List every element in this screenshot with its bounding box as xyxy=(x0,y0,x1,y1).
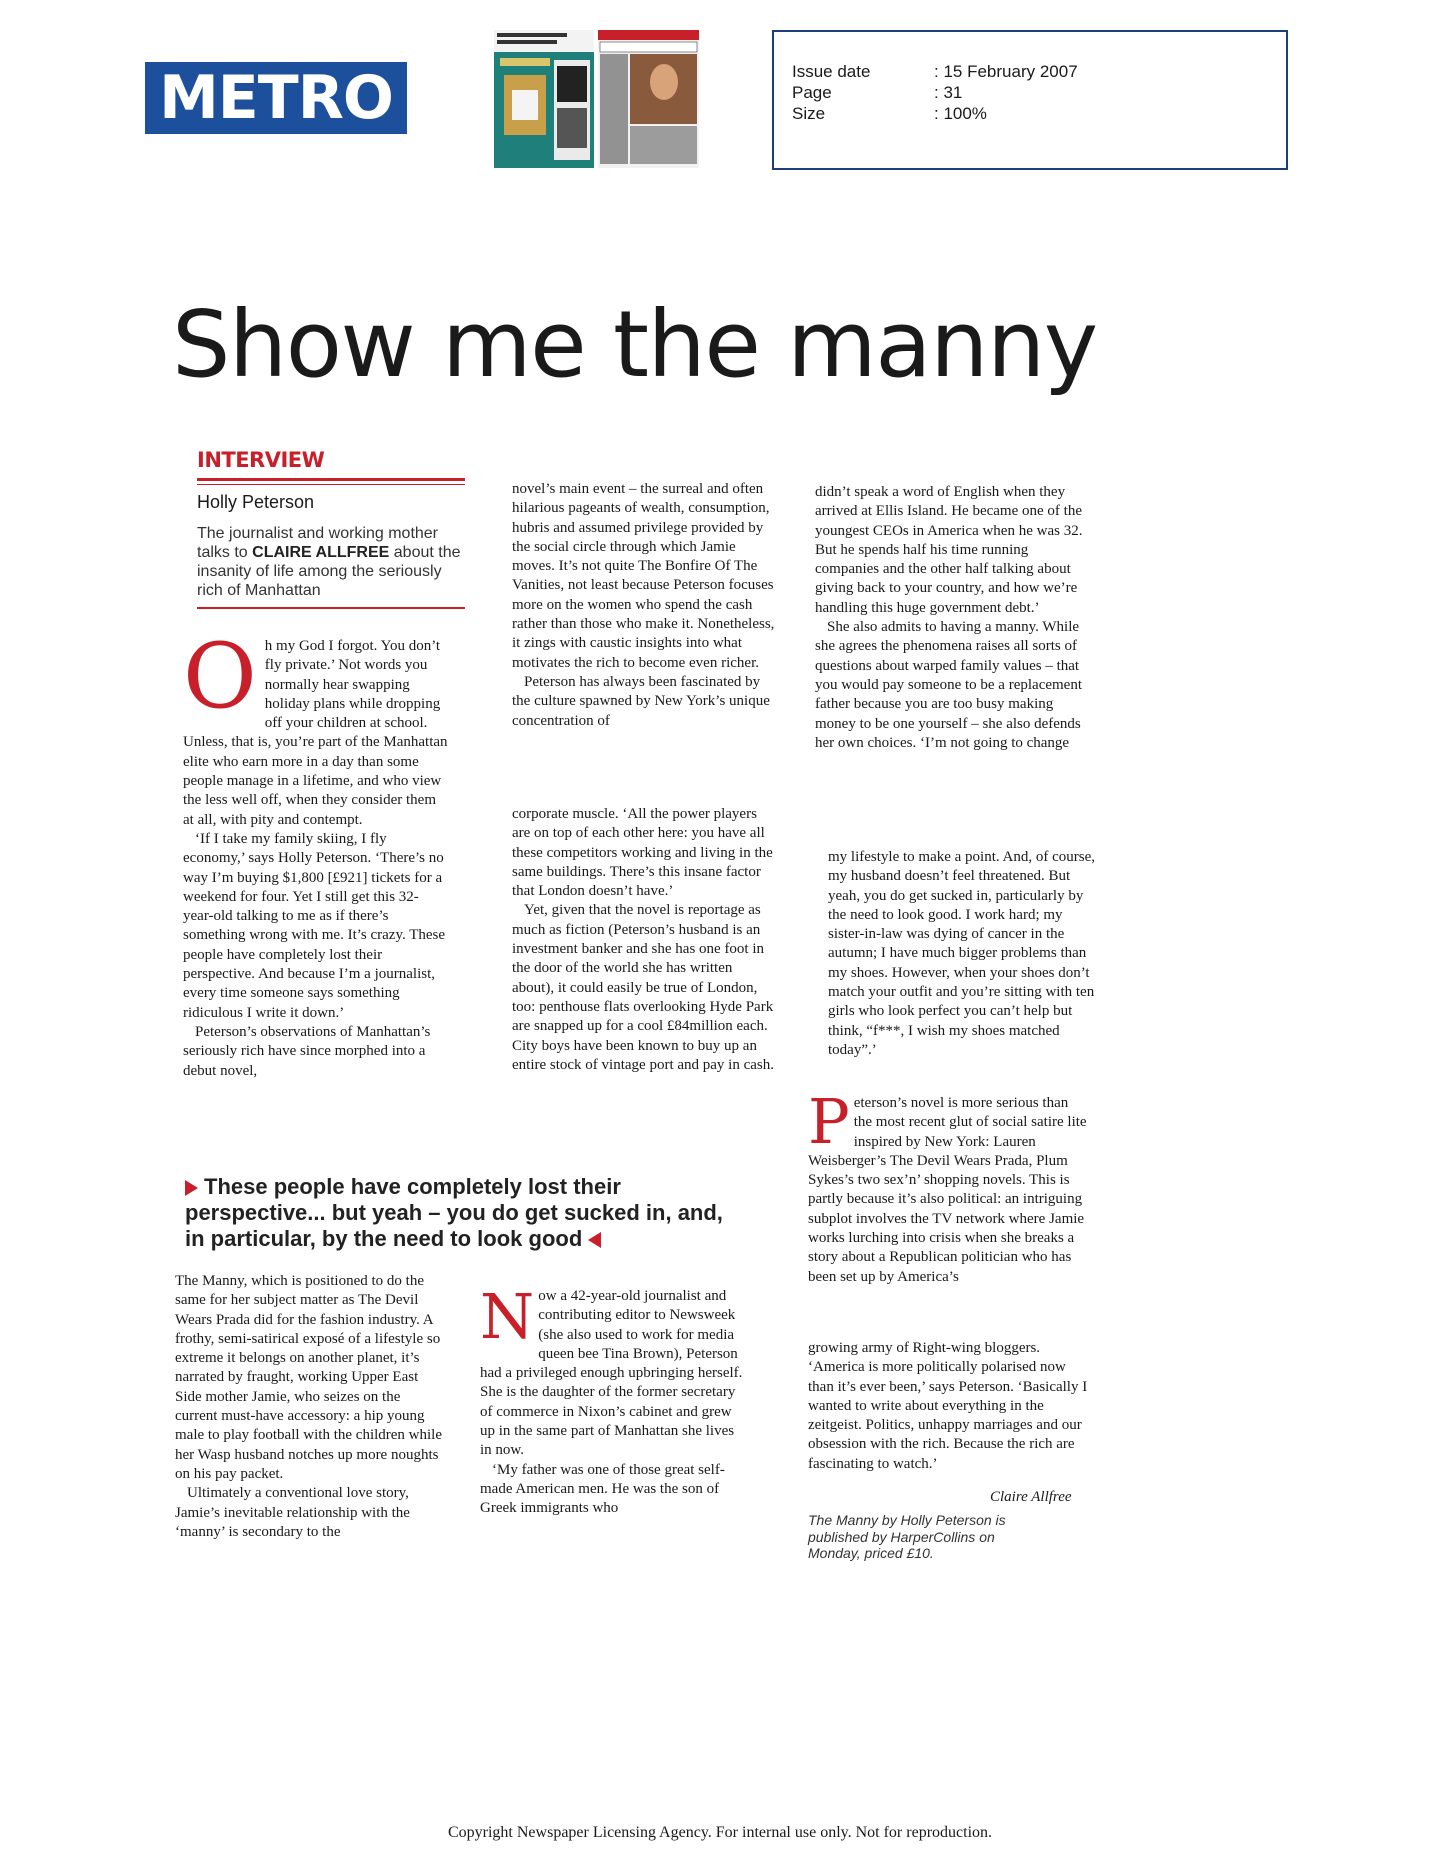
paragraph: h my God I forgot. You don’t fly private.’ Not words you normally hear swapping holiday plans while dropping off your children at school. Unless, that is, you’re part of the Manhattan elite who earn more in a day than some people manage in a lifetime, and who view the less well off, when they consider them at all, with pity and contempt. xyxy=(183,638,448,828)
column-2-top xyxy=(512,480,776,731)
drop-cap: P xyxy=(808,1085,850,1158)
paragraph: Peterson’s observations of Manhattan’s seriously rich have since morphed into a debut novel, xyxy=(183,1023,431,1079)
column-3-drop-section xyxy=(808,1085,1090,1287)
red-rule xyxy=(197,478,465,481)
size-row: Size : 100% xyxy=(792,104,987,123)
paragraph: growing army of Right-wing bloggers. ‘America is more politically polarised now than it’s ever been,’ says Peterson. ‘Basically I wanted to write about everything in the zeitgeist. Politics, unhappy marriages and our obsession with the rich. Because the rich are fascinating to watch.’ xyxy=(808,1340,1088,1472)
paragraph: novel’s main event – the surreal and often hilarious pageants of wealth, consumption, hubris and assumed privilege provided by the social circle through which Jamie moves. It’s not quite The Bonfire Of The Vanities, not least because Peterson focuses more on the women who spend the cash rather than those who make it. Nonetheless, it zings with caustic insights into what motivates the rich to become even richer. xyxy=(512,481,775,671)
paragraph: corporate muscle. ‘All the power players are on top of each other here: you have all these competitors working and living in the same buildings. There’s this insane factor that London doesn’t have.’ xyxy=(512,806,773,900)
red-rule-bottom xyxy=(197,607,465,609)
pull-quote: These people have completely lost their perspective... but yeah – you do get sucked in, and, in particular, by the need to look good xyxy=(185,1174,723,1251)
paragraph: Ultimately a conventional love story, Jamie’s inevitable relationship with the ‘manny’ is secondary to the xyxy=(175,1485,410,1540)
paragraph: ow a 42-year-old journalist and contributing editor to Newsweek (she also used to work for media queen bee Tina Brown), Peterson had a privileged enough upbringing herself. She is the daughter of the former secretary of commerce in Nixon’s cabinet and grew up in the same part of Manhattan she lives in now. xyxy=(480,1288,743,1459)
column-1-bottom xyxy=(175,1272,443,1542)
column-2-middle xyxy=(512,805,776,1075)
column-3-bottom xyxy=(808,1339,1090,1474)
page-row: Page : 31 xyxy=(792,83,963,102)
section-kicker: INTERVIEW xyxy=(197,448,325,472)
metro-logo: METRO xyxy=(145,62,407,134)
byline: Claire Allfree xyxy=(990,1489,1072,1505)
drop-cap: N xyxy=(480,1280,535,1353)
copyright-footer: Copyright Newspaper Licensing Agency. For internal use only. Not for reproduction. xyxy=(447,1824,993,1841)
column-2-bottom xyxy=(480,1280,746,1519)
standfirst: The journalist and working mother talks to CLAIRE ALLFREE about the insanity of life among the seriously rich of Manhattan xyxy=(197,525,461,599)
paragraph: She also admits to having a manny. While she agrees the phenomena raises all sorts of questions about warped family values – that you would pay someone to be a replacement father because you are too busy making money to be one yourself – she also defends her own choices. ‘I’m not going to change xyxy=(815,619,1082,751)
paragraph: ‘My father was one of those great self-made American men. He was the son of Greek immigrants who xyxy=(480,1461,725,1517)
drop-cap: O xyxy=(183,624,257,729)
triangle-left-icon xyxy=(588,1232,601,1248)
paragraph: Peterson has always been fascinated by the culture spawned by New York’s unique concentration of xyxy=(512,673,770,729)
column-3-middle xyxy=(828,848,1096,1060)
paragraph: eterson’s novel is more serious than the most recent glut of social satire lite inspired by New York: Lauren Weisberger’s The Devil Wears Prada, Plum Sykes’s two sex’n’ shopping novels. This is partly because it’s also political: an intriguing subplot involves the TV network where Jamie works lurching into crisis when she breaks a story about a Republican politician who has been set up by America’s xyxy=(808,1095,1087,1285)
triangle-right-icon xyxy=(185,1180,198,1196)
paragraph: my lifestyle to make a point. And, of course, my husband doesn’t feel threatened. But yeah, you do get sucked in, particularly by the need to look good. I work hard; my sister-in-law was dying of cancer in the autumn; I have much bigger problems than my shoes. However, when your shoes don’t match your outfit and you’re sitting with ten girls who look perfect you can’t help but think, “f***, I wish my shoes matched today”.’ xyxy=(828,849,1096,1058)
paragraph: didn’t speak a word of English when they arrived at Ellis Island. He became one of the youngest CEOs in America when he was 32. But he spends half his time running companies and the other half talking about giving back to your country, and how we’re handling this huge government debt.’ xyxy=(815,484,1083,616)
column-3-top xyxy=(815,483,1083,753)
paragraph: ‘If I take my family skiing, I fly economy,’ says Holly Peterson. ‘There’s no way I’m buying $1,800 [£921] tickets for a weekend for four. Yet I still get this 32-year-old talking to me as if there’s something wrong with me. It’s crazy. These people have completely lost their perspective. And because I’m a journalist, every time someone says something ridiculous I write it down.’ xyxy=(183,830,446,1021)
issue-date-row: Issue date : 15 February 2007 xyxy=(792,62,1078,81)
page-thumbnail-image xyxy=(494,30,699,168)
interview-subject: Holly Peterson xyxy=(197,492,315,512)
column-1-top xyxy=(183,624,449,1081)
article-headline: Show me the manny xyxy=(172,291,1097,398)
issue-info-box xyxy=(772,30,1288,170)
paragraph: Yet, given that the novel is reportage as much as fiction (Peterson’s husband is an investment banker and she has one foot in the door of the world she has written about), it could easily be true of London, too: penthouse flats overlooking Hyde Park are snapped up for a cool £84million each. City boys have been known to buy up an entire stock of vintage port and pay in cash. xyxy=(512,902,775,1073)
paragraph: The Manny, which is positioned to do the same for her subject matter as The Devil Wears Prada did for the fashion industry. A frothy, semi-satirical exposé of a lifestyle so extreme it belongs on another planet, it’s narrated by fraught, working Upper East Side mother Jamie, who seizes on the current must-have accessory: a hip young male to play football with the children while her Wasp husband notches up more noughts on his pay packet. xyxy=(175,1273,443,1482)
publication-note: The Manny by Holly Peterson is published by HarperCollins on Monday, priced £10. xyxy=(808,1512,1006,1561)
red-rule-thin xyxy=(197,484,465,485)
